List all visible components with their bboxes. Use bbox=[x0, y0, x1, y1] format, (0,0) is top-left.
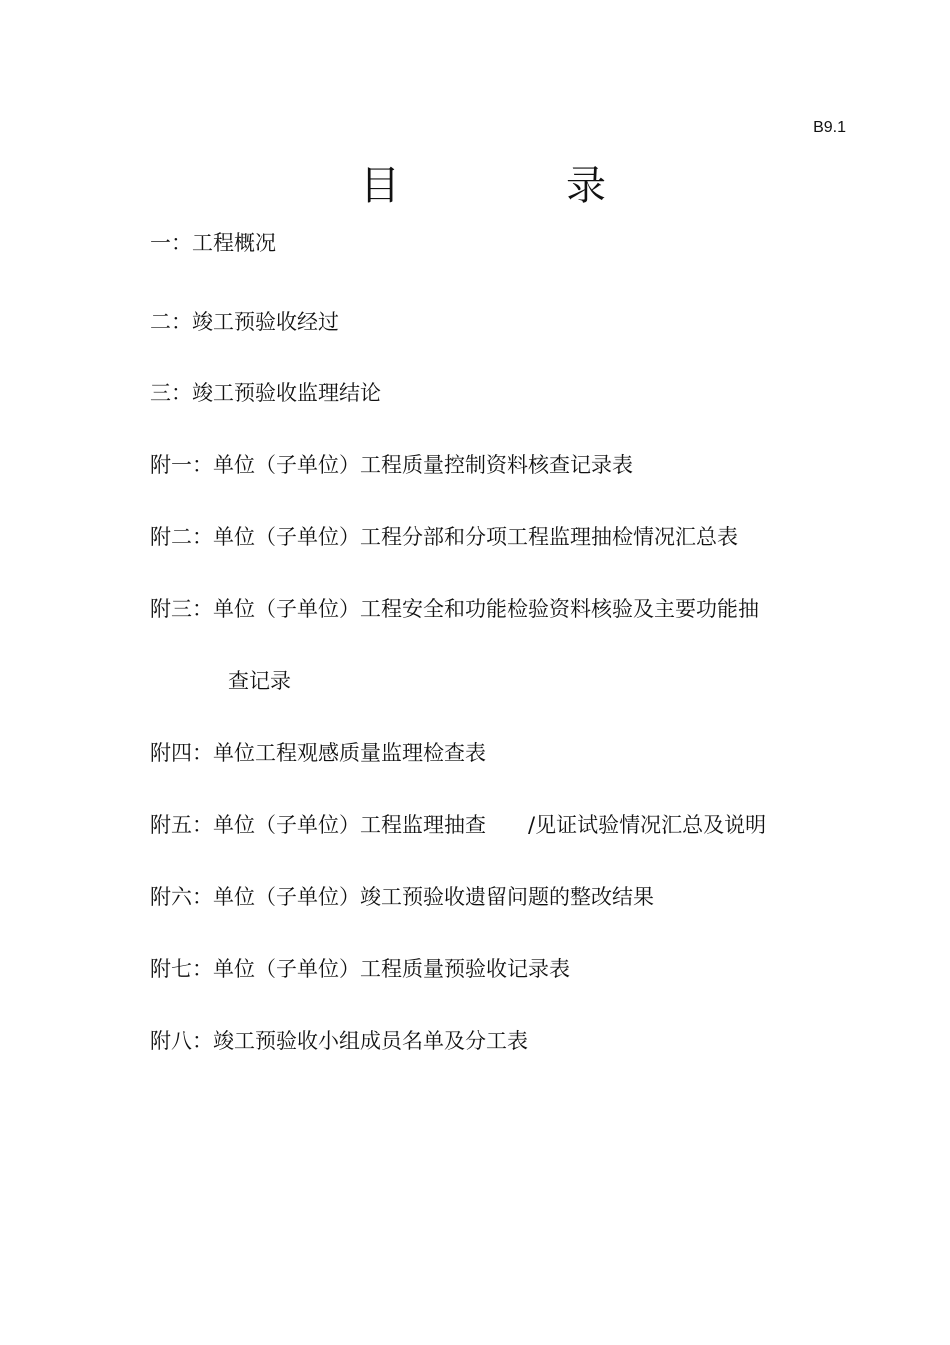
toc-item-11: 附八：竣工预验收小组成员名单及分工表 bbox=[150, 1029, 528, 1053]
toc-item-8-part-1: 附五：单位（子单位）工程监理抽查 bbox=[150, 813, 486, 837]
toc-item-2: 二：竣工预验收经过 bbox=[150, 310, 339, 334]
toc-item-10: 附七：单位（子单位）工程质量预验收记录表 bbox=[150, 957, 570, 981]
toc-item-4: 附一：单位（子单位）工程质量控制资料核查记录表 bbox=[150, 453, 633, 477]
title-char-1: 目 bbox=[360, 163, 400, 209]
toc-item-8-part-2: /见证试验情况汇总及说明 bbox=[528, 813, 767, 837]
toc-item-3: 三：竣工预验收监理结论 bbox=[150, 381, 381, 405]
page-title bbox=[0, 162, 950, 210]
page-code: B9.1 bbox=[813, 119, 846, 136]
toc-item-6-continuation: 查记录 bbox=[228, 669, 291, 693]
toc-item-8 bbox=[150, 812, 766, 838]
toc-item-7: 附四：单位工程观感质量监理检查表 bbox=[150, 741, 486, 765]
toc-item-1: 一：工程概况 bbox=[150, 231, 276, 255]
title-char-2: 录 bbox=[566, 163, 606, 209]
toc-item-6: 附三：单位（子单位）工程安全和功能检验资料核验及主要功能抽 bbox=[150, 597, 759, 621]
toc-item-9: 附六：单位（子单位）竣工预验收遗留问题的整改结果 bbox=[150, 885, 654, 909]
toc-item-5: 附二：单位（子单位）工程分部和分项工程监理抽检情况汇总表 bbox=[150, 525, 738, 549]
